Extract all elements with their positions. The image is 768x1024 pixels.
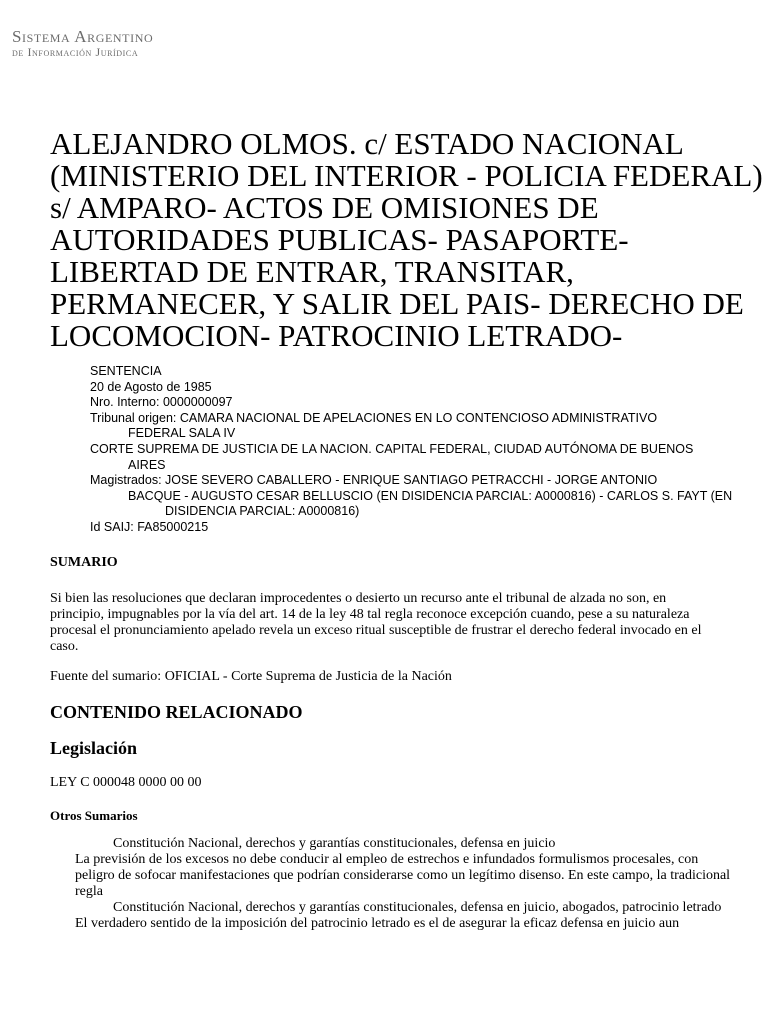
summary-text: La previsión de los excesos no debe conducir al empleo de estrechos e infundados formulismos procesales, con peligro de sofocar manifestaciones que podrían considerarse como un legítimo disenso. En este campo, la tradicional regla bbox=[75, 852, 731, 899]
origin-court: Tribunal origen: CAMARA NACIONAL DE APELACIONES EN LO CONTENCIOSO ADMINISTRATIVO bbox=[90, 410, 658, 425]
magistrates-cont-2: DISIDENCIA PARCIAL: A0000816) bbox=[165, 504, 360, 519]
supreme-court-cont: AIRES bbox=[128, 457, 166, 472]
supreme-court: CORTE SUPREMA DE JUSTICIA DE LA NACION. CAPITAL FEDERAL, CIUDAD AUTÓNOMA DE BUENOS bbox=[90, 441, 694, 456]
logo-line-1: Sistema Argentino bbox=[12, 27, 154, 46]
ruling-date: 20 de Agosto de 1985 bbox=[90, 379, 212, 394]
other-summaries-heading: Otros Sumarios bbox=[50, 808, 138, 823]
sumario-text: Si bien las resoluciones que declaran improcedentes o desierto un recurso ante el tribunal de alzada no son, en principio, impugnables por la vía del art. 14 de la ley 48 tal regla reconoce excepción cuando, pese a su naturaleza procesal el pronunciamiento apelado revela un exceso ritual susceptible de frustrar el derecho federal invocado en el caso. bbox=[50, 591, 702, 654]
origin-court-cont: FEDERAL SALA IV bbox=[128, 426, 236, 441]
sumario-source: Fuente del sumario: OFICIAL - Corte Suprema de Justicia de la Nación bbox=[50, 669, 452, 684]
other-summaries-list bbox=[75, 836, 768, 932]
internal-number: Nro. Interno: 0000000097 bbox=[90, 395, 233, 410]
saij-logo bbox=[12, 28, 153, 59]
summary-topic: Constitución Nacional, derechos y garantías constitucionales, defensa en juicio bbox=[113, 836, 556, 851]
magistrates-cont-1: BACQUE - AUGUSTO CESAR BELLUSCIO (EN DISIDENCIA PARCIAL: A0000816) - CARLOS S. FAYT (EN bbox=[128, 488, 733, 503]
logo-line-2: de Información Jurídica bbox=[12, 45, 139, 59]
document-title: ALEJANDRO OLMOS. c/ ESTADO NACIONAL (MINISTERIO DEL INTERIOR - POLICIA FEDERAL) s/ AMPARO- ACTOS DE OMISIONES DE AUTORIDADES PUBLICAS- PASAPORTE- LIBERTAD DE ENTRAR, TRANSITAR, PERMANECER, Y SALIR DEL PAIS- DERECHO DE LOCOMOCION- PATROCINIO LETRADO- bbox=[50, 126, 763, 353]
saij-id: Id SAIJ: FA85000215 bbox=[90, 519, 209, 534]
summary-topic: Constitución Nacional, derechos y garantías constitucionales, defensa en juicio, abogados, patrocinio letrado bbox=[113, 900, 722, 915]
list-item[interactable] bbox=[75, 836, 768, 900]
ruling-type: SENTENCIA bbox=[90, 364, 162, 378]
legislation-heading: Legislación bbox=[50, 738, 138, 758]
magistrates: Magistrados: JOSE SEVERO CABALLERO - ENRIQUE SANTIAGO PETRACCHI - JORGE ANTONIO bbox=[90, 473, 658, 488]
summary-text: El verdadero sentido de la imposición del patrocinio letrado es el de asegurar la eficaz defensa en juicio aun bbox=[75, 916, 680, 931]
list-item[interactable] bbox=[75, 900, 768, 932]
sumario-heading: SUMARIO bbox=[50, 555, 118, 570]
ruling-metadata bbox=[90, 364, 768, 536]
law-link[interactable]: LEY C 000048 0000 00 00 bbox=[50, 775, 202, 790]
related-content-heading: CONTENIDO RELACIONADO bbox=[50, 702, 303, 722]
